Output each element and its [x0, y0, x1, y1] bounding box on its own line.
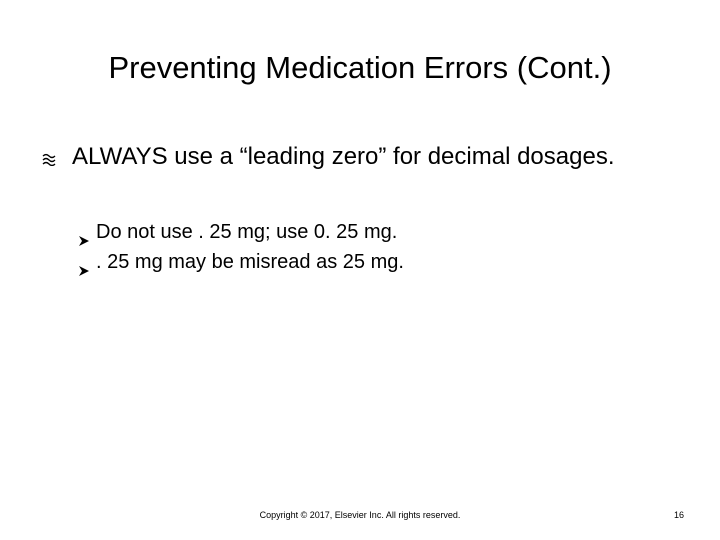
- sub-bullet-text: . 25 mg may be misread as 25 mg.: [96, 251, 404, 273]
- slide-title: Preventing Medication Errors (Cont.): [108, 50, 612, 85]
- sub-bullet-text: Do not use . 25 mg; use 0. 25 mg.: [96, 221, 398, 243]
- sub-bullet-list: [78, 217, 638, 277]
- sub-bullet-item: [78, 247, 638, 277]
- wave-bullet-icon: [42, 152, 58, 166]
- bullet-text: ALWAYS use a “leading zero” for decimal dosages.: [72, 143, 615, 170]
- arrow-bullet-icon: [78, 226, 90, 238]
- sub-bullet-item: [78, 217, 638, 247]
- arrow-bullet-icon: [78, 256, 90, 268]
- footer-copyright: Copyright © 2017, Elsevier Inc. All rights reserved.: [259, 510, 461, 520]
- page-number: 16: [673, 510, 684, 520]
